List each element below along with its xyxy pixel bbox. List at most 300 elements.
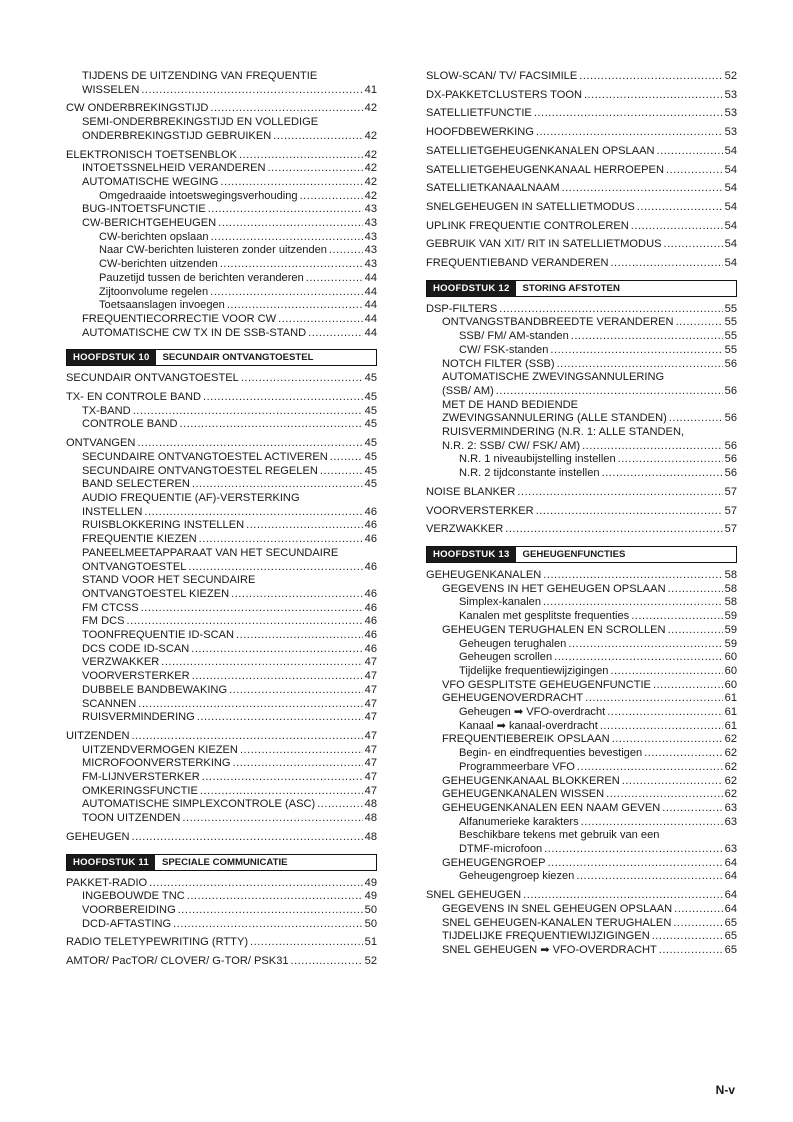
toc-entry[interactable] bbox=[426, 930, 737, 944]
toc-entry[interactable] bbox=[66, 877, 377, 891]
toc-entry[interactable] bbox=[66, 744, 377, 758]
toc-entry[interactable] bbox=[426, 889, 737, 903]
toc-entry[interactable] bbox=[66, 84, 377, 98]
dot-leader bbox=[602, 467, 723, 481]
toc-page-number: 56 bbox=[724, 412, 737, 425]
toc-entry-title: SATELLIETFUNCTIE bbox=[426, 107, 532, 120]
dot-leader bbox=[523, 889, 723, 903]
toc-entry[interactable] bbox=[426, 610, 737, 624]
toc-entry[interactable] bbox=[426, 829, 737, 843]
toc-entry[interactable] bbox=[66, 372, 377, 386]
toc-entry[interactable] bbox=[426, 344, 737, 358]
toc-entry[interactable] bbox=[426, 467, 737, 481]
toc-page-number: 46 bbox=[364, 615, 377, 628]
dot-leader bbox=[138, 698, 362, 712]
toc-entry[interactable] bbox=[426, 371, 737, 385]
toc-entry[interactable] bbox=[426, 775, 737, 789]
toc-page-number: 54 bbox=[724, 200, 737, 213]
toc-entry-title: INGEBOUWDE TNC bbox=[82, 890, 185, 903]
toc-entry[interactable] bbox=[66, 533, 377, 547]
dot-leader bbox=[161, 656, 362, 670]
toc-entry[interactable] bbox=[426, 679, 737, 693]
toc-entry[interactable] bbox=[426, 569, 737, 583]
dot-leader bbox=[227, 299, 363, 313]
toc-entry[interactable] bbox=[426, 761, 737, 775]
toc-entry[interactable] bbox=[66, 656, 377, 670]
toc-entry[interactable] bbox=[66, 574, 377, 588]
dot-leader bbox=[197, 711, 363, 725]
toc-page-number: 44 bbox=[364, 285, 377, 298]
toc-page-number: 44 bbox=[364, 312, 377, 325]
toc-entry-title: Geheugen terughalen bbox=[459, 637, 567, 650]
toc-entry[interactable] bbox=[66, 812, 377, 826]
toc-entry-title: INSTELLEN bbox=[82, 505, 143, 518]
toc-entry[interactable] bbox=[66, 203, 377, 217]
toc-entry-title: FREQUENTIECORRECTIE VOOR CW bbox=[82, 312, 277, 325]
dot-leader bbox=[544, 843, 722, 857]
toc-entry[interactable] bbox=[426, 816, 737, 830]
toc-entry-title: GEBRUIK VAN XIT/ RIT IN SATELLIETMODUS bbox=[426, 238, 662, 251]
dot-leader bbox=[330, 451, 363, 465]
dot-leader bbox=[203, 391, 363, 405]
toc-entry-title: DCS CODE ID-SCAN bbox=[82, 642, 190, 655]
dot-leader bbox=[218, 217, 362, 231]
dot-leader bbox=[308, 327, 363, 341]
toc-entry[interactable] bbox=[66, 629, 377, 643]
toc-page-number: 45 bbox=[364, 418, 377, 431]
toc-entry-title: SCANNEN bbox=[82, 697, 137, 710]
toc-entry-title: Omgedraaide intoetswegingsverhouding bbox=[99, 189, 298, 202]
toc-entry[interactable] bbox=[66, 698, 377, 712]
toc-entry[interactable] bbox=[66, 730, 377, 744]
toc-entry-title: VOORBEREIDING bbox=[82, 903, 176, 916]
toc-page-number: 64 bbox=[724, 856, 737, 869]
toc-page-number: 62 bbox=[724, 788, 737, 801]
dot-leader bbox=[210, 286, 363, 300]
toc-entry[interactable] bbox=[66, 299, 377, 313]
toc-entry[interactable] bbox=[426, 733, 737, 747]
toc-entry-title: SECUNDAIRE ONTVANGTOESTEL ACTIVEREN bbox=[82, 450, 328, 463]
dot-leader bbox=[202, 771, 363, 785]
toc-entry[interactable] bbox=[66, 684, 377, 698]
toc-entry[interactable] bbox=[426, 330, 737, 344]
toc-entry-title: SEMI-ONDERBREKINGSTIJD EN VOLLEDIGE bbox=[82, 116, 319, 129]
toc-entry[interactable] bbox=[426, 583, 737, 597]
dot-leader bbox=[132, 831, 363, 845]
toc-page-number: 53 bbox=[724, 126, 737, 139]
toc-entry[interactable] bbox=[66, 771, 377, 785]
toc-entry-title: GEHEUGENKANAAL BLOKKEREN bbox=[442, 774, 620, 787]
toc-entry[interactable] bbox=[426, 944, 737, 958]
toc-entry[interactable] bbox=[66, 785, 377, 799]
toc-entry[interactable] bbox=[66, 313, 377, 327]
dot-leader bbox=[273, 130, 362, 144]
chapter-number: HOOFDSTUK 13 bbox=[427, 547, 516, 562]
toc-page-number: 46 bbox=[364, 519, 377, 532]
toc-entry-title: ONTVANGTOESTEL KIEZEN bbox=[82, 587, 230, 600]
toc-entry[interactable] bbox=[426, 303, 737, 317]
toc-page-number: 65 bbox=[724, 916, 737, 929]
toc-entry-title: AUTOMATISCHE SIMPLEXCONTROLE (ASC) bbox=[82, 798, 316, 811]
toc-entry[interactable] bbox=[66, 478, 377, 492]
toc-entry-title: VFO GESPLITSTE GEHEUGENFUNCTIE bbox=[442, 678, 651, 691]
toc-entry[interactable] bbox=[66, 831, 377, 845]
toc-entry[interactable] bbox=[426, 903, 737, 917]
toc-entry[interactable] bbox=[426, 638, 737, 652]
toc-entry-title: OMKERINGSFUNCTIE bbox=[82, 784, 198, 797]
dot-leader bbox=[657, 145, 723, 159]
toc-entry[interactable] bbox=[426, 70, 737, 84]
toc-entry-title: AUTOMATISCHE ZWEVINGSANNULERING bbox=[442, 371, 665, 384]
dot-leader bbox=[653, 679, 723, 693]
toc-page-number: 47 bbox=[364, 683, 377, 696]
toc-page-number: 56 bbox=[724, 357, 737, 370]
dot-leader bbox=[584, 89, 723, 103]
toc-entry-title: SATELLIETGEHEUGENKANAAL HERROEPEN bbox=[426, 163, 664, 176]
toc-entry[interactable] bbox=[66, 391, 377, 405]
dot-leader bbox=[291, 955, 363, 969]
toc-page-number: 61 bbox=[724, 706, 737, 719]
toc-entry-title: Toetsaanslagen invoegen bbox=[99, 299, 225, 312]
toc-entry[interactable] bbox=[66, 615, 377, 629]
dot-leader bbox=[600, 720, 723, 734]
toc-entry[interactable] bbox=[426, 788, 737, 802]
toc-page-number: 64 bbox=[724, 889, 737, 902]
dot-leader bbox=[676, 316, 723, 330]
toc-entry[interactable] bbox=[66, 176, 377, 190]
dot-leader bbox=[548, 857, 723, 871]
toc-entry[interactable] bbox=[426, 164, 737, 178]
toc-entry[interactable] bbox=[426, 440, 737, 454]
dot-leader bbox=[543, 596, 723, 610]
toc-entry[interactable] bbox=[66, 643, 377, 657]
dot-leader bbox=[534, 107, 723, 121]
toc-entry-title: DSP-FILTERS bbox=[426, 302, 498, 315]
dot-leader bbox=[200, 785, 363, 799]
dot-leader bbox=[644, 747, 722, 761]
toc-entry-title: SNEL GEHEUGEN ➡ VFO-OVERDRACHT bbox=[442, 943, 657, 956]
toc-entry-title: AUDIO FREQUENTIE (AF)-VERSTERKING bbox=[82, 491, 300, 504]
toc-entry-title: SNELGEHEUGEN IN SATELLIETMODUS bbox=[426, 200, 635, 213]
toc-page-number: 46 bbox=[364, 505, 377, 518]
toc-entry-title: AMTOR/ PacTOR/ CLOVER/ G-TOR/ PSK31 bbox=[66, 955, 289, 968]
toc-page-number: 61 bbox=[724, 692, 737, 705]
dot-leader bbox=[669, 412, 723, 426]
toc-entry-title: Beschikbare tekens met gebruik van een bbox=[459, 829, 660, 842]
toc-entry[interactable] bbox=[66, 231, 377, 245]
toc-entry[interactable] bbox=[66, 561, 377, 575]
dot-leader bbox=[199, 533, 363, 547]
toc-entry[interactable] bbox=[66, 244, 377, 258]
toc-entry-title: RUISBLOKKERING INSTELLEN bbox=[82, 519, 245, 532]
toc-page-number: 47 bbox=[364, 656, 377, 669]
toc-entry[interactable] bbox=[426, 692, 737, 706]
dot-leader bbox=[622, 775, 723, 789]
toc-entry[interactable] bbox=[426, 523, 737, 537]
dot-leader bbox=[233, 757, 363, 771]
toc-entry[interactable] bbox=[426, 917, 737, 931]
toc-entry[interactable] bbox=[66, 492, 377, 506]
toc-page-number: 56 bbox=[724, 453, 737, 466]
toc-page-number: 47 bbox=[364, 757, 377, 770]
toc-entry[interactable] bbox=[426, 238, 737, 252]
toc-page-number: 62 bbox=[724, 760, 737, 773]
dot-leader bbox=[576, 870, 722, 884]
toc-entry[interactable] bbox=[426, 145, 737, 159]
toc-entry[interactable] bbox=[426, 720, 737, 734]
spacer bbox=[66, 845, 377, 854]
toc-page-number: 42 bbox=[364, 175, 377, 188]
toc-entry[interactable] bbox=[66, 437, 377, 451]
toc-entry-title: SNEL GEHEUGEN-KANALEN TERUGHALEN bbox=[442, 916, 672, 929]
toc-entry[interactable] bbox=[426, 665, 737, 679]
toc-entry[interactable] bbox=[66, 670, 377, 684]
toc-entry-title: NOISE BLANKER bbox=[426, 485, 516, 498]
page-number: N-v bbox=[715, 1083, 735, 1097]
toc-entry-title: GEHEUGENKANALEN bbox=[426, 568, 542, 581]
toc-entry-title: ELEKTRONISCH TOETSENBLOK bbox=[66, 148, 237, 161]
dot-leader bbox=[496, 385, 723, 399]
toc-entry-title: ONTVANGSTBANDBREEDTE VERANDEREN bbox=[442, 316, 674, 329]
toc-entry[interactable] bbox=[426, 201, 737, 215]
chapter-header bbox=[426, 280, 737, 297]
toc-entry-title: CW-berichten uitzenden bbox=[99, 258, 218, 271]
toc-entry[interactable] bbox=[66, 286, 377, 300]
toc-entry[interactable] bbox=[426, 385, 737, 399]
toc-entry-title: TIJDELIJKE FREQUENTIEWIJZIGINGEN bbox=[442, 930, 650, 943]
toc-entry[interactable] bbox=[426, 486, 737, 500]
toc-entry[interactable] bbox=[426, 747, 737, 761]
toc-entry[interactable] bbox=[66, 451, 377, 465]
toc-entry[interactable] bbox=[426, 426, 737, 440]
toc-entry[interactable] bbox=[426, 843, 737, 857]
toc-page-number: 48 bbox=[364, 812, 377, 825]
toc-page-number: 55 bbox=[724, 316, 737, 329]
toc-entry[interactable] bbox=[426, 412, 737, 426]
toc-entry-title: Geheugen ➡ VFO-overdracht bbox=[459, 706, 606, 719]
toc-entry-title: Geheugen scrollen bbox=[459, 651, 553, 664]
toc-entry[interactable] bbox=[426, 624, 737, 638]
toc-entry-title: CONTROLE BAND bbox=[82, 418, 178, 431]
toc-entry-title: SATELLIETGEHEUGENKANALEN OPSLAAN bbox=[426, 144, 655, 157]
dot-leader bbox=[236, 629, 363, 643]
dot-leader bbox=[241, 372, 363, 386]
toc-page-number: 45 bbox=[364, 450, 377, 463]
toc-page-number: 63 bbox=[724, 801, 737, 814]
toc-page-number: 55 bbox=[724, 343, 737, 356]
toc-page-number: 65 bbox=[724, 943, 737, 956]
toc-page-number: 45 bbox=[364, 404, 377, 417]
toc-entry[interactable] bbox=[66, 405, 377, 419]
toc-entry[interactable] bbox=[66, 102, 377, 116]
toc-entry[interactable] bbox=[66, 918, 377, 932]
toc-page-number: 62 bbox=[724, 747, 737, 760]
toc-entry[interactable] bbox=[426, 358, 737, 372]
toc-page-number: 46 bbox=[364, 560, 377, 573]
toc-entry[interactable] bbox=[66, 711, 377, 725]
toc-right-column bbox=[426, 70, 737, 958]
toc-entry[interactable] bbox=[426, 89, 737, 103]
dot-leader bbox=[662, 802, 722, 816]
toc-entry-title: DX-PAKKETCLUSTERS TOON bbox=[426, 88, 582, 101]
toc-entry[interactable] bbox=[426, 399, 737, 413]
toc-entry[interactable] bbox=[426, 182, 737, 196]
toc-entry[interactable] bbox=[66, 465, 377, 479]
toc-entry[interactable] bbox=[66, 272, 377, 286]
toc-entry-title: CW-BERICHTGEHEUGEN bbox=[82, 217, 217, 230]
toc-entry-title: DTMF-microfoon bbox=[459, 843, 543, 856]
toc-entry-title: SSB/ FM/ AM-standen bbox=[459, 330, 569, 343]
dot-leader bbox=[137, 437, 362, 451]
toc-entry-title: TIJDENS DE UITZENDING VAN FREQUENTIE bbox=[82, 70, 318, 82]
toc-entry-title: FREQUENTIEBAND VERANDEREN bbox=[426, 257, 609, 270]
chapter-header bbox=[426, 546, 737, 563]
toc-entry-title: TOONFREQUENTIE ID-SCAN bbox=[82, 629, 235, 642]
toc-entry[interactable] bbox=[66, 258, 377, 272]
toc-entry-title: Begin- en eindfrequenties bevestigen bbox=[459, 747, 643, 760]
dot-leader bbox=[131, 730, 362, 744]
toc-entry[interactable] bbox=[426, 596, 737, 610]
toc-entry[interactable] bbox=[426, 706, 737, 720]
toc-page-number: 47 bbox=[364, 771, 377, 784]
toc-entry[interactable] bbox=[66, 418, 377, 432]
toc-entry-title: SLOW-SCAN/ TV/ FACSIMILE bbox=[426, 70, 578, 82]
dot-leader bbox=[568, 638, 722, 652]
toc-entry[interactable] bbox=[66, 130, 377, 144]
dot-leader bbox=[192, 478, 363, 492]
toc-page-number: 55 bbox=[724, 330, 737, 343]
toc-page-number: 44 bbox=[364, 299, 377, 312]
toc-entry[interactable] bbox=[66, 588, 377, 602]
toc-entry-title: GEHEUGENOVERDRACHT bbox=[442, 692, 584, 705]
toc-page-number: 50 bbox=[364, 917, 377, 930]
toc-page-number: 54 bbox=[724, 163, 737, 176]
toc-entry[interactable] bbox=[426, 857, 737, 871]
toc-entry[interactable] bbox=[66, 904, 377, 918]
toc-entry-title: FM CTCSS bbox=[82, 601, 139, 614]
toc-entry-title: Tijdelijke frequentiewijzigingen bbox=[459, 664, 609, 677]
toc-entry[interactable] bbox=[66, 798, 377, 812]
toc-entry[interactable] bbox=[426, 126, 737, 140]
toc-entry-title: MET DE HAND BEDIENDE bbox=[442, 398, 579, 411]
toc-entry[interactable] bbox=[66, 116, 377, 130]
toc-entry-title: BUG-INTOETSFUNCTIE bbox=[82, 203, 206, 216]
dot-leader bbox=[250, 936, 363, 950]
toc-entry-title: Naar CW-berichten luisteren zonder uitzenden bbox=[99, 244, 327, 257]
toc-entry[interactable] bbox=[66, 149, 377, 163]
dot-leader bbox=[536, 505, 723, 519]
toc-page-number: 60 bbox=[724, 651, 737, 664]
toc-entry[interactable] bbox=[66, 162, 377, 176]
toc-page-number: 57 bbox=[724, 504, 737, 517]
toc-entry[interactable] bbox=[426, 802, 737, 816]
toc-entry[interactable] bbox=[426, 316, 737, 330]
toc-entry[interactable] bbox=[66, 602, 377, 616]
toc-entry-title: FREQUENTIEBEREIK OPSLAAN bbox=[442, 733, 610, 746]
toc-page-number: 47 bbox=[364, 670, 377, 683]
toc-page-number: 64 bbox=[724, 870, 737, 883]
toc-entry-title: NOTCH FILTER (SSB) bbox=[442, 357, 555, 370]
toc-entry[interactable] bbox=[426, 257, 737, 271]
dot-leader bbox=[317, 798, 362, 812]
dot-leader bbox=[268, 162, 363, 176]
dot-leader bbox=[127, 615, 363, 629]
toc-entry-title: ZWEVINGSANNULERING (ALLE STANDEN) bbox=[442, 412, 667, 425]
toc-page-number: 56 bbox=[724, 467, 737, 480]
toc-page-number: 42 bbox=[364, 189, 377, 202]
toc-entry[interactable] bbox=[66, 217, 377, 231]
toc-entry[interactable] bbox=[426, 651, 737, 665]
dot-leader bbox=[612, 733, 723, 747]
toc-entry[interactable] bbox=[426, 453, 737, 467]
toc-page-number: 46 bbox=[364, 533, 377, 546]
dot-leader bbox=[618, 453, 723, 467]
dot-leader bbox=[141, 84, 362, 98]
toc-page-number: 51 bbox=[364, 936, 377, 949]
dot-leader bbox=[187, 890, 363, 904]
toc-page-number: 65 bbox=[724, 930, 737, 943]
toc-page-number: 46 bbox=[364, 601, 377, 614]
dot-leader bbox=[191, 643, 362, 657]
toc-entry[interactable] bbox=[66, 890, 377, 904]
toc-page-number: 43 bbox=[364, 203, 377, 216]
toc-entry[interactable] bbox=[66, 70, 377, 84]
dot-leader bbox=[144, 506, 362, 520]
toc-entry[interactable] bbox=[426, 505, 737, 519]
toc-page-number: 47 bbox=[364, 743, 377, 756]
dot-leader bbox=[229, 684, 363, 698]
toc-entry[interactable] bbox=[426, 220, 737, 234]
chapter-title: SPECIALE COMMUNICATIE bbox=[161, 856, 288, 868]
dot-leader bbox=[211, 231, 363, 245]
dot-leader bbox=[240, 744, 363, 758]
toc-entry-title: ONTVANGTOESTEL bbox=[82, 560, 187, 573]
dot-leader bbox=[606, 788, 723, 802]
toc-entry-title: GEHEUGENKANALEN EEN NAAM GEVEN bbox=[442, 801, 661, 814]
toc-page-number: 48 bbox=[364, 798, 377, 811]
toc-entry[interactable] bbox=[66, 936, 377, 950]
toc-page-number: 63 bbox=[724, 815, 737, 828]
toc-page-number: 46 bbox=[364, 642, 377, 655]
toc-entry-title: SECUNDAIR ONTVANGTOESTEL bbox=[66, 372, 239, 385]
toc-entry-title: TOON UITZENDEN bbox=[82, 812, 181, 825]
toc-entry-title: MICROFOONVERSTERKING bbox=[82, 757, 231, 770]
toc-entry[interactable] bbox=[66, 757, 377, 771]
toc-entry-title: Simplex-kanalen bbox=[459, 596, 542, 609]
toc-entry[interactable] bbox=[66, 955, 377, 969]
toc-entry-title: N.R. 2: SSB/ CW/ FSK/ AM) bbox=[442, 439, 581, 452]
toc-page-number: 62 bbox=[724, 733, 737, 746]
spacer bbox=[66, 340, 377, 349]
toc-page-number: 52 bbox=[724, 70, 737, 82]
dot-leader bbox=[579, 70, 722, 84]
toc-entry[interactable] bbox=[66, 327, 377, 341]
toc-entry[interactable] bbox=[66, 190, 377, 204]
toc-entry[interactable] bbox=[426, 107, 737, 121]
toc-entry[interactable] bbox=[426, 870, 737, 884]
toc-left-column bbox=[66, 70, 377, 969]
toc-entry[interactable] bbox=[66, 519, 377, 533]
toc-page-number: 64 bbox=[724, 902, 737, 915]
dot-leader bbox=[141, 602, 363, 616]
dot-leader bbox=[300, 190, 363, 204]
toc-entry-title: UITZENDEN bbox=[66, 729, 130, 742]
toc-entry[interactable] bbox=[66, 506, 377, 520]
toc-entry-title: Geheugengroep kiezen bbox=[459, 870, 575, 883]
toc-entry[interactable] bbox=[66, 547, 377, 561]
chapter-title: STORING AFSTOTEN bbox=[522, 282, 620, 294]
dot-leader bbox=[180, 418, 363, 432]
